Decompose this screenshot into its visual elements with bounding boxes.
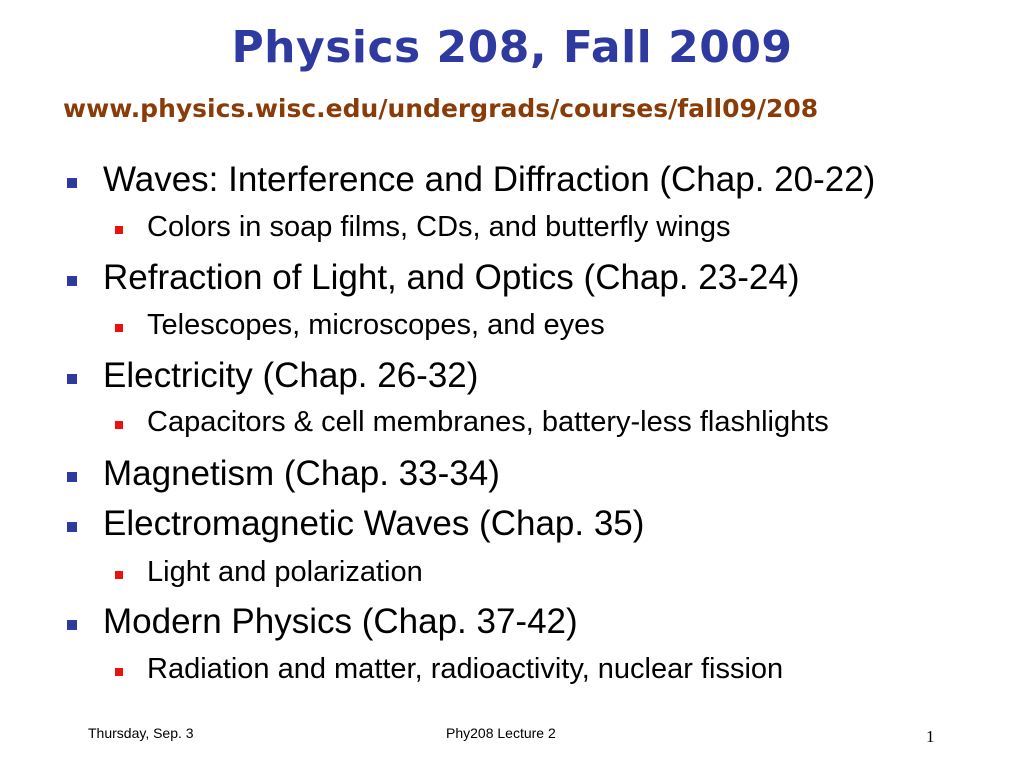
bullet-item: Electromagnetic Waves (Chap. 35) (103, 504, 645, 543)
sub-bullet-item: Light and polarization (147, 556, 423, 588)
sub-bullet-item: Radiation and matter, radioactivity, nuclear fission (147, 653, 784, 685)
sub-bullet-marker (115, 226, 123, 234)
sub-bullet-marker (115, 324, 123, 332)
footer-lecture: Phy208 Lecture 2 (446, 725, 556, 741)
bullet-item: Modern Physics (Chap. 37-42) (103, 602, 578, 641)
sub-bullet-item: Capacitors & cell membranes, battery-less flashlights (147, 406, 829, 438)
sub-bullet-marker (115, 421, 123, 429)
bullet-marker (67, 522, 77, 532)
bullet-marker (67, 472, 77, 482)
bullet-item: Electricity (Chap. 26-32) (103, 356, 479, 395)
bullet-item: Refraction of Light, and Optics (Chap. 23-24) (103, 258, 800, 297)
bullet-marker (67, 276, 77, 286)
bullet-item: Waves: Interference and Diffraction (Chap. 20-22) (103, 160, 876, 199)
sub-bullet-item: Colors in soap films, CDs, and butterfly wings (147, 211, 731, 243)
sub-bullet-marker (115, 571, 123, 579)
footer-date: Thursday, Sep. 3 (88, 725, 194, 741)
bullet-marker (67, 620, 77, 630)
bullet-marker (67, 374, 77, 384)
sub-bullet-item: Telescopes, microscopes, and eyes (147, 309, 605, 341)
bullet-item: Magnetism (Chap. 33-34) (103, 454, 500, 493)
slide-title: Physics 208, Fall 2009 (231, 22, 793, 73)
course-url: www.physics.wisc.edu/undergrads/courses/fall09/208 (63, 94, 819, 123)
sub-bullet-marker (115, 668, 123, 676)
bullet-marker (67, 178, 77, 188)
page-number: 1 (926, 727, 935, 746)
